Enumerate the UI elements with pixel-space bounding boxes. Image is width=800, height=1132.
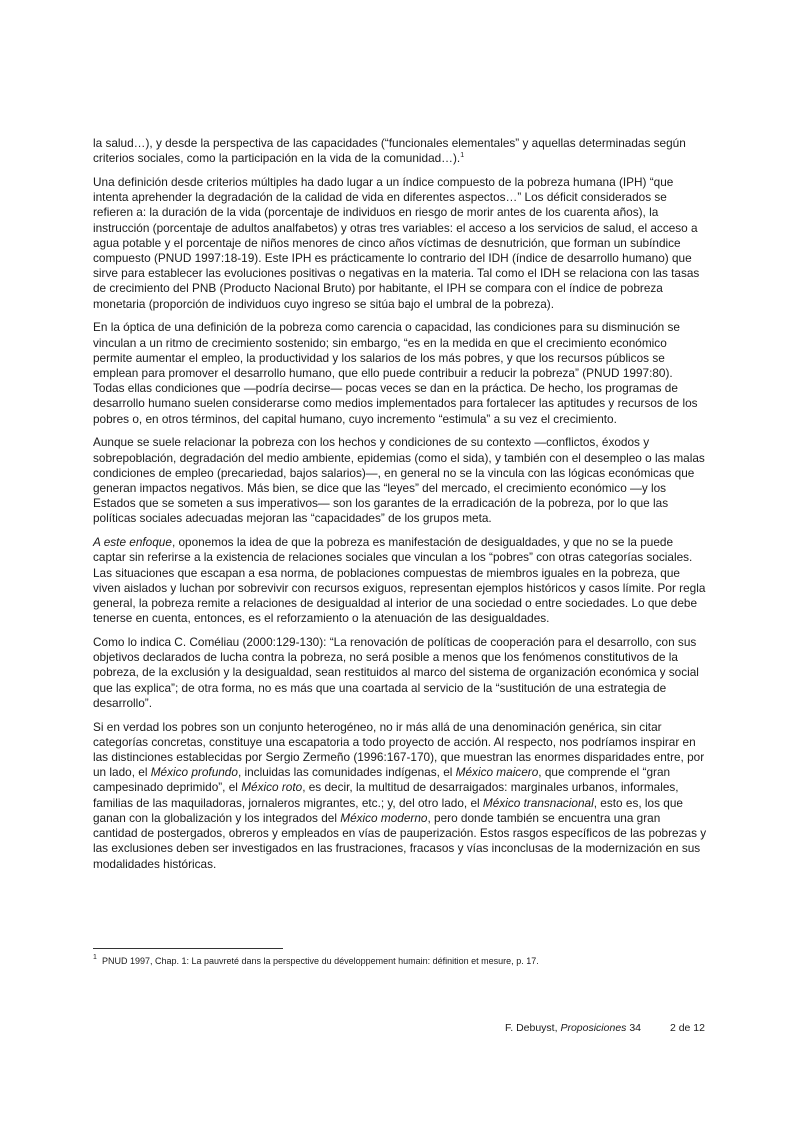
document-body [93, 136, 707, 880]
paragraph-text: , esto es, los que ganan con la globalización y los integrados del [93, 795, 683, 825]
paragraph-text: En la óptica de una definición de la pobreza como carencia o capacidad, las condiciones para su disminución se vinculan a un ritmo de crecimiento sostenido; sin embargo, “es en la medida en que el crecimiento económico permite aumentar el empleo, la productividad y los salarios de los más pobres, y que los recursos públicos se emplean para promover el desarrollo humano, que ello puede contribuir a reducir la pobreza” (PNUD 1997:80). Todas ellas condiciones que —podría decirse— pocas veces se dan en la práctica. De hecho, los programas de desarrollo humano suelen considerarse como medios implementados para fortalecer las aptitudes y recursos de los pobres o, en otros términos, del capital humano, cuyo incremento “estimula” a su vez el crecimiento. [93, 320, 698, 426]
italic-text: México moderno [340, 810, 428, 825]
italic-text: México maicero [455, 765, 539, 780]
footer-author: F. Debuyst, [505, 1022, 561, 1034]
paragraph [93, 136, 707, 166]
footnote-text: PNUD 1997, Chap. 1: La pauvreté dans la perspective du développement humain: définition et mesure, p. 17. [101, 956, 539, 966]
footnote-divider [93, 948, 283, 949]
italic-text: México profundo [150, 765, 238, 780]
paragraph-text: la salud…), y desde la perspectiva de las capacidades (“funcionales elementales” y aquellas determinadas según criterios sociales, como la participación en la vida de la comunidad…). [93, 136, 686, 166]
paragraph-text: Aunque se suele relacionar la pobreza con los hechos y condiciones de su contexto —conflictos, éxodos y sobrepoblación, degradación del medio ambiente, epidemias (como el sida), y también con el desempleo o las malas condiciones de empleo (precariedad, bajos salarios)—, en general no se la vincula con las lógicas económicas que generan impactos negativos. Más bien, se dice que las “leyes” del mercado, el crecimiento económico —y los Estados que se someten a sus imperativos— son los garantes de la erradicación de la pobreza, por lo que las políticas sociales adecuadas mejoran las “capacidades” de los grupos meta. [93, 435, 705, 526]
paragraph-text: Una definición desde criterios múltiples ha dado lugar a un índice compuesto de la pobreza humana (IPH) “que intenta aprehender la degradación de la calidad de vida en diferentes aspectos…” Los déficit considerados se refieren a: la duración de la vida (porcentaje de individuos en riesgo de morir antes de los cuarenta años), la instrucción (porcentaje de adultos analfabetos) y otras tres variables: el acceso a los servicios de salud, el acceso a agua potable y el porcentaje de niños menores de cinco años víctimas de desnutrición, que forman un subíndice compuesto (PNUD 1997:18-19). Este IPH es prácticamente lo contrario del IDH (índice de desarrollo humano) que sirve para establecer las evoluciones positivas o negativas en la materia. Tal como el IDH se relaciona con las tasas de crecimiento del PNB (Producto Nacional Bruto) por habitante, el IPH se compara con el índice de pobreza monetaria (proporción de individuos cuyo ingreso se sitúa bajo el umbral de la pobreza). [93, 175, 700, 311]
italic-text: A este enfoque [93, 535, 172, 550]
footer-issue: 34 [626, 1022, 642, 1034]
paragraph-text: Si en verdad los pobres son un conjunto heterogéneo, no ir más allá de una denominación genérica, sin citar categorías concretas, constituye una escapatoria a todo proyecto de acción. Al respecto, nos podríamos inspirar en las distinciones establecidas por Sergio Zermeño (1996:167-170), que muestran las enormes disparidades entre, por un lado, el [93, 719, 705, 780]
paragraph [93, 535, 707, 626]
footnote-reference[interactable]: 1 [460, 152, 465, 160]
page-number: 2 de 12 [669, 1022, 705, 1034]
paragraph [93, 435, 707, 526]
paragraph-text: Como lo indica C. Coméliau (2000:129-130): “La renovación de políticas de cooperación para el desarrollo, con sus objetivos declarados de lucha contra la pobreza, no será posible a menos que los fenómenos constitutivos de la pobreza, de la exclusión y la desigualdad, sean restituidos al marco del sistema de organización económica y social que las explica”; de otra forma, no es más que una coartada al servicio de la “sustitución de una estrategia de desarrollo”. [93, 635, 699, 710]
paragraph-text: , es decir, la multitud de desarraigados: marginales urbanos, informales, familias de las maquiladoras, jornaleros migrantes, etc.; y, del otro lado, el [93, 780, 679, 810]
italic-text: México roto [241, 780, 303, 795]
footer-journal: Proposiciones [560, 1022, 627, 1034]
paragraph-text: , oponemos la idea de que la pobreza es manifestación de desigualdades, y que no se la puede captar sin referirse a la existencia de relaciones sociales que vinculan a los “pobres” con otras categorías sociales. Las situaciones que escapan a esa norma, de poblaciones compuestas de miembros iguales en la pobreza, que viven aislados y luchan por sobrevivir con recursos exiguos, representan ejemplos históricos y casos límite. Por regla general, la pobreza remite a relaciones de desigualdad al interior de una sociedad o entre sociedades. Lo que debe tenerse en cuenta, entonces, es el reforzamiento o la atenuación de las desigualdades. [93, 535, 706, 626]
paragraph-text: , incluidas las comunidades indígenas, el [237, 765, 456, 780]
paragraph [93, 320, 707, 426]
footnote [93, 955, 707, 967]
footnote-mark: 1 [93, 954, 97, 961]
italic-text: México transnacional [482, 795, 594, 810]
paragraph [93, 635, 707, 711]
page-footer [505, 1022, 705, 1034]
paragraph [93, 175, 707, 312]
paragraph [93, 720, 707, 872]
paragraph-text: , pero donde también se encuentra una gran cantidad de postergados, obreros y empleados en vías de pauperización. Estos rasgos específicos de las pobrezas y las exclusiones deben ser investigados en las frustraciones, fracasos y vías inconclusas de la modernización en sus modalidades históricas. [93, 810, 707, 871]
paragraph-text: , que comprende el “gran campesinado deprimido”, el [93, 765, 671, 795]
